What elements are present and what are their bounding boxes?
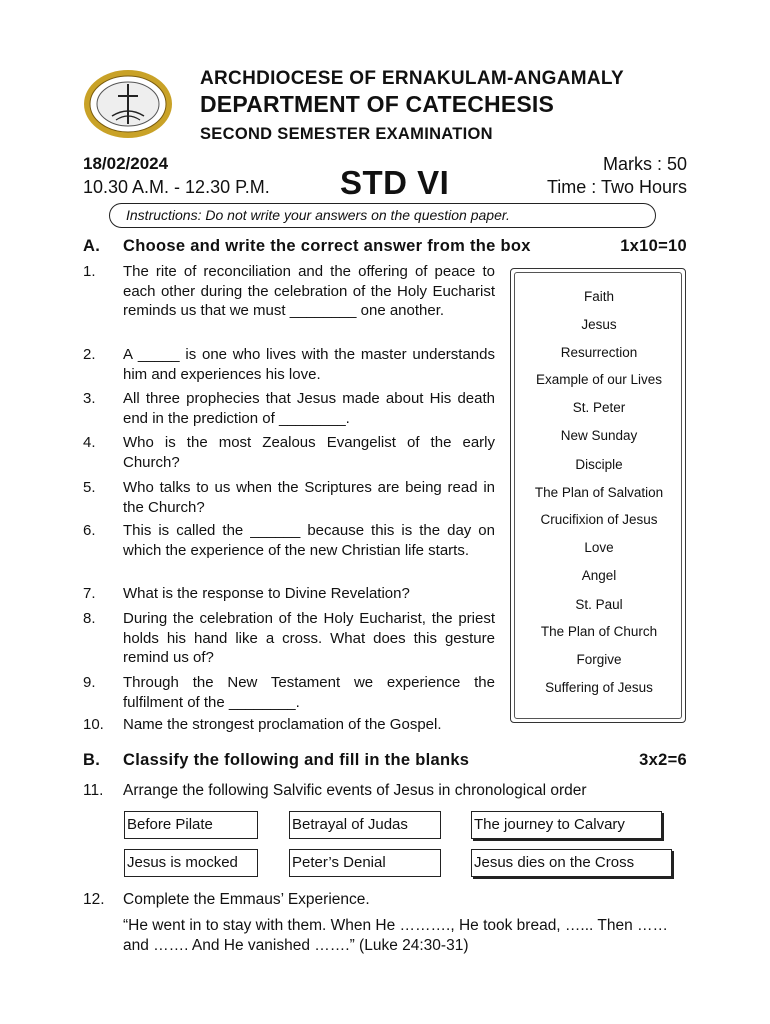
question-8: 8. During the celebration of the Holy Eucharist, the priest holds his hand like a cross. What does this gesture remind us of? (83, 610, 495, 666)
question-2: 2. A _____ is one who lives with the master understands him and experiences his love. (83, 346, 495, 383)
question-3: 3. All three prophecies that Jesus made about His death end in the prediction of ________. (83, 390, 495, 427)
standard-label: STD VI (340, 164, 450, 201)
event-box: The journey to Calvary (471, 811, 662, 839)
question-5: 5. Who talks to us when the Scriptures are being read in the Church? (83, 479, 495, 516)
question-4: 4. Who is the most Zealous Evangelist of the early Church? (83, 434, 495, 471)
instructions-box: Instructions: Do not write your answers on the question paper. (109, 203, 656, 228)
event-box: Jesus dies on the Cross (471, 849, 672, 877)
box-word: Angel (581, 568, 617, 583)
box-word: New Sunday (560, 428, 638, 443)
archdiocese-seal-logo (82, 68, 174, 140)
box-word: Suffering of Jesus (545, 680, 653, 695)
question-11: 11. Arrange the following Salvific events of Jesus in chronological order (83, 782, 587, 799)
event-box: Peter’s Denial (289, 849, 441, 877)
question-10: 10. Name the strongest proclamation of the Gospel. (83, 716, 442, 733)
emmaus-quote: “He went in to stay with them. When He ………., He took bread, …... Then …… and ……. And He vanished …….” (Luke 24:30-31) (123, 917, 669, 954)
exam-date: 18/02/2024 (83, 154, 169, 173)
box-word: Resurrection (560, 345, 638, 360)
box-word: The Plan of Salvation (534, 485, 664, 500)
event-box: Before Pilate (124, 811, 258, 839)
box-word: Example of our Lives (535, 372, 663, 387)
box-word: Disciple (575, 457, 623, 472)
box-word: Forgive (576, 652, 622, 667)
exam-time: 10.30 A.M. - 12.30 P.M. (83, 177, 270, 197)
question-7: 7. What is the response to Divine Revelation? (83, 585, 410, 602)
box-word: Faith (583, 289, 614, 304)
box-word: St. Peter (572, 400, 626, 415)
box-word: Crucifixion of Jesus (540, 512, 658, 527)
question-1: 1. The rite of reconciliation and the offering of peace to each other during the celebration of the Holy Eucharist reminds us that we must ________ one another. (83, 263, 495, 319)
exam-duration: Time : Two Hours (546, 177, 687, 197)
answer-word-box (510, 268, 686, 723)
event-box: Betrayal of Judas (289, 811, 441, 839)
question-12: 12. Complete the Emmaus’ Experience. (83, 891, 370, 908)
section-b-marks: 3x2=6 (639, 751, 687, 769)
section-a-title: Choose and write the correct answer from the box (123, 237, 531, 255)
exam-name: SECOND SEMESTER EXAMINATION (200, 125, 493, 143)
department-name: DEPARTMENT OF CATECHESIS (200, 91, 555, 117)
box-word: The Plan of Church (540, 624, 658, 639)
total-marks: Marks : 50 (602, 154, 687, 174)
box-word: Jesus (581, 317, 617, 332)
box-word: St. Paul (575, 597, 623, 612)
event-box: Jesus is mocked (124, 849, 258, 877)
question-9: 9. Through the New Testament we experience the fulfilment of the ________. (83, 674, 495, 711)
section-b-title: Classify the following and fill in the blanks (123, 751, 470, 769)
section-a-marks: 1x10=10 (620, 237, 687, 255)
section-b-letter: B. (83, 751, 101, 769)
archdiocese-name: ARCHDIOCESE OF ERNAKULAM-ANGAMALY (200, 68, 625, 89)
section-a-letter: A. (83, 237, 101, 255)
question-6: 6. This is called the ______ because this is the day on which the experience of the new Christian life starts. (83, 522, 495, 559)
box-word: Love (584, 540, 614, 555)
